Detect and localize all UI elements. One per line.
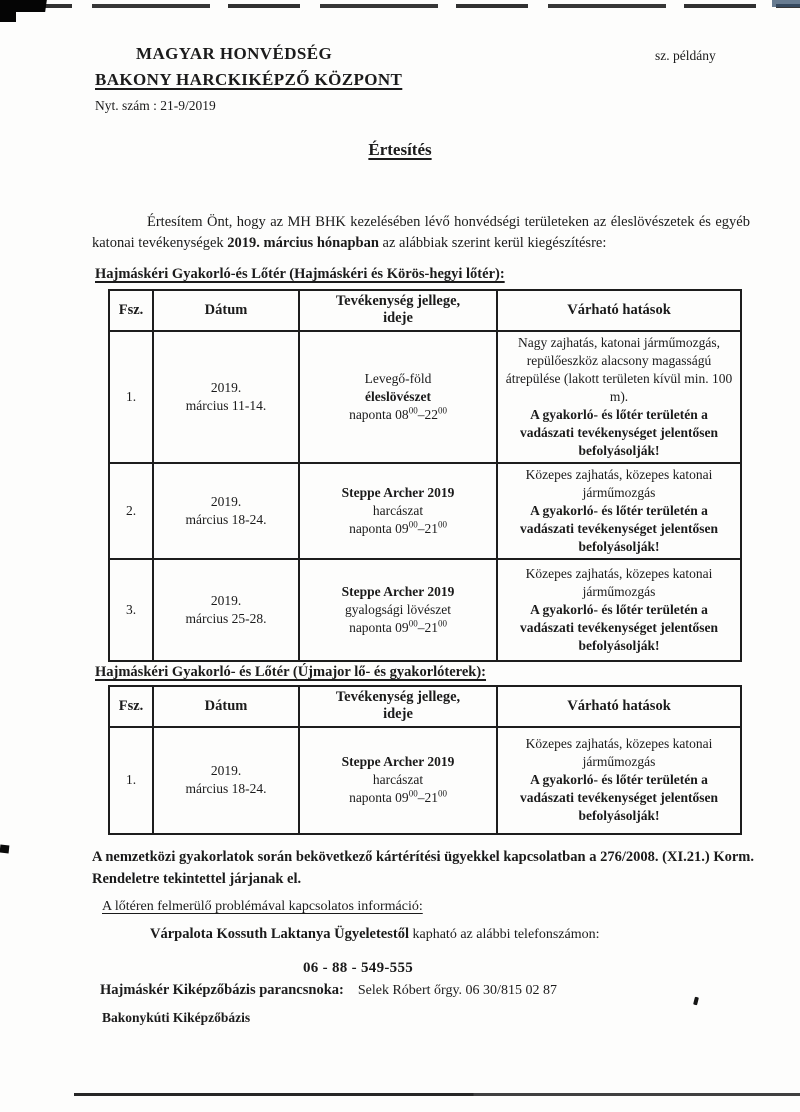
- activity-table-1: [108, 289, 742, 662]
- stray-ink-mark-artifact: [693, 997, 699, 1006]
- cell-activity: Levegő-föld éleslövészet naponta $08^{00}-22^{00}$: [299, 331, 497, 463]
- bottom-scan-line-artifact: [74, 1093, 800, 1096]
- base-name: Bakonykúti Kiképzőbázis: [102, 1010, 251, 1025]
- cell-date: 2019. március 18-24.: [153, 727, 299, 834]
- top-scan-edge-artifact: [0, 4, 800, 8]
- cell-date: 2019. március 18-24.: [153, 463, 299, 559]
- header-cell-fsz: Fsz.: [109, 290, 153, 331]
- org-name-line2: BAKONY HARCKIKÉPZŐ KÖZPONT: [95, 70, 403, 89]
- info-heading: A lőtéren felmerülő problémával kapcsolatos információ:: [102, 899, 423, 914]
- document-title: Értesítés: [368, 140, 432, 159]
- header-cell-activity: Tevékenység jellege, ideje: [299, 290, 497, 331]
- table-row: [109, 463, 741, 559]
- cell-activity: Steppe Archer 2019 harcászat naponta $09^{00}-21^{00}$: [299, 463, 497, 559]
- cell-number: 2.: [109, 463, 153, 559]
- intro-paragraph: [92, 212, 750, 256]
- legal-paragraph: A nemzetközi gyakorlatok során bekövetkező kártérítési ügyekkel kapcsolatban a 276/2008. (XI.21.) Korm. Rendeletre tekintettel járjanak el.: [92, 848, 754, 887]
- activity-table-2: [108, 685, 742, 835]
- cell-number: 1.: [109, 727, 153, 834]
- table-row: [109, 559, 741, 661]
- table-header-row: [109, 290, 741, 331]
- copy-number-label: sz. példány: [655, 48, 716, 63]
- corner-color-fleck-artifact: [772, 0, 800, 7]
- header-cell-activity: Tevékenység jellege, ideje: [299, 686, 497, 727]
- cell-date: 2019. március 11-14.: [153, 331, 299, 463]
- section2-heading: Hajmáskéri Gyakorló- és Lőtér (Újmajor lő- és gyakorlóterek):: [95, 664, 487, 680]
- intro-text-start: Értesítem Önt, hogy az MH BHK kezelésében lévő honvédségi területeken az éleslövészetek és egyéb katonai tevékenységek: [92, 213, 750, 252]
- cell-impacts: Nagy zajhatás, katonai járműmozgás, repülőeszköz alacsony magasságú átrepülése (lakott területen kívül min. 100 m). A gyakorló- és lőtér területén a vadászati tevékenységet jelentősen befolyásolják!: [497, 331, 741, 463]
- cell-number: 3.: [109, 559, 153, 661]
- cell-activity: Steppe Archer 2019 harcászat naponta $09^{00}-21^{00}$: [299, 727, 497, 834]
- cell-impacts: Közepes zajhatás, közepes katonai járműmozgás A gyakorló- és lőtér területén a vadászati tevékenységet jelentősen befolyásolják!: [497, 463, 741, 559]
- cell-impacts: Közepes zajhatás, közepes katonai járműmozgás A gyakorló- és lőtér területén a vadászati tevékenységet jelentősen befolyásolják!: [497, 727, 741, 834]
- duty-office-name: Várpalota Kossuth Laktanya Ügyeletestől: [150, 926, 409, 942]
- header-cell-impacts: Várható hatások: [497, 686, 741, 727]
- corner-ink-blob-artifact: [0, 0, 16, 22]
- table-row: [109, 331, 741, 463]
- table-header-row: [109, 686, 741, 727]
- header-cell-fsz: Fsz.: [109, 686, 153, 727]
- table-row: [109, 727, 741, 834]
- cell-activity: Steppe Archer 2019 gyalogsági lövészet naponta $09^{00}-21^{00}$: [299, 559, 497, 661]
- registry-number: Nyt. szám : 21-9/2019: [95, 98, 216, 113]
- commander-name: Selek Róbert őrgy. 06 30/815 02 87: [357, 983, 557, 998]
- intro-text-end: az alábbiak szerint kerül kiegészítésre:: [378, 235, 607, 252]
- header-cell-impacts: Várható hatások: [497, 290, 741, 331]
- commander-label: Hajmáskér Kiképzőbázis parancsnoka:: [100, 982, 344, 998]
- org-name-line1: MAGYAR HONVÉDSÉG: [136, 44, 333, 63]
- phone-number: 06 - 88 - 549-555: [303, 960, 414, 976]
- header-cell-datum: Dátum: [153, 290, 299, 331]
- cell-number: 1.: [109, 331, 153, 463]
- cell-impacts: Közepes zajhatás, közepes katonai járműmozgás A gyakorló- és lőtér területén a vadászati tevékenységet jelentősen befolyásolják!: [497, 559, 741, 661]
- section1-heading: Hajmáskéri Gyakorló-és Lőtér (Hajmáskéri és Körös-hegyi lőtér):: [95, 266, 505, 282]
- cell-date: 2019. március 25-28.: [153, 559, 299, 661]
- header-cell-datum: Dátum: [153, 686, 299, 727]
- intro-bold-date: 2019. március hónapban: [227, 235, 379, 252]
- duty-contact-line: Várpalota Kossuth Laktanya Ügyeletestől kapható az alábbi telefonszámon:: [150, 926, 600, 942]
- commander-line: [100, 982, 557, 999]
- left-edge-mark-artifact: [0, 845, 9, 854]
